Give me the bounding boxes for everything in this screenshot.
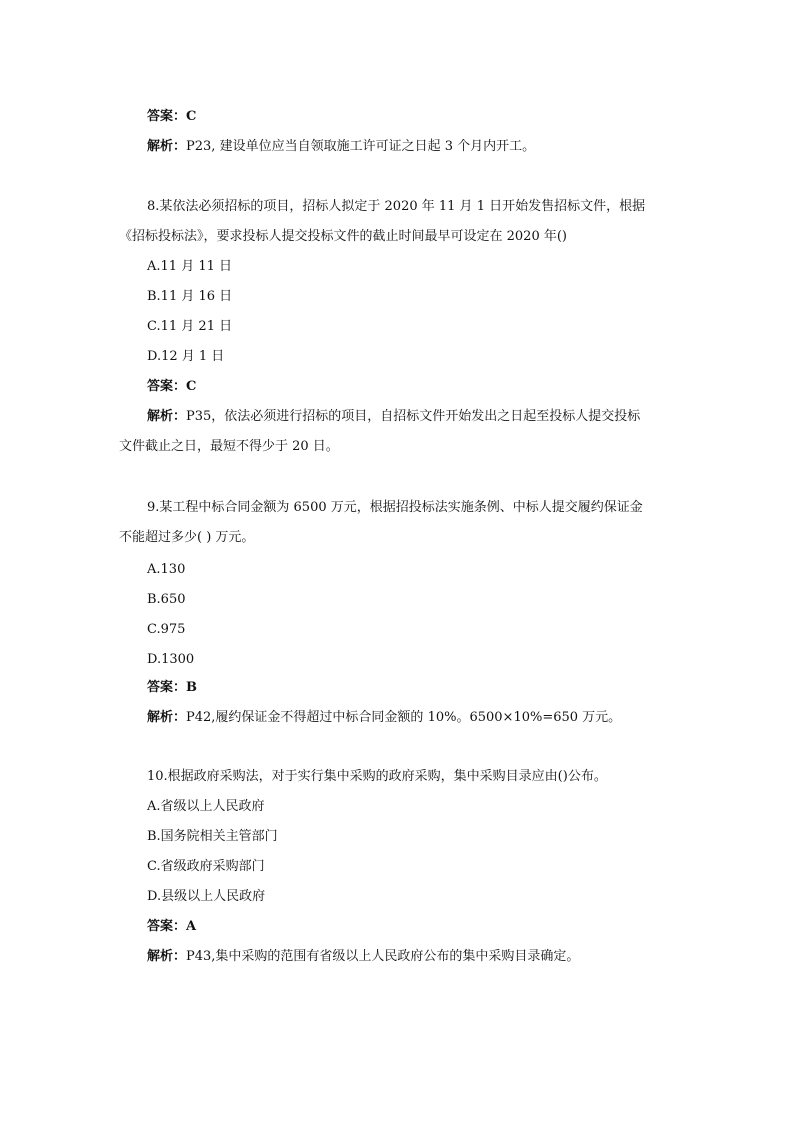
analysis-label: 解析： [147,139,187,154]
analysis-text: P35，依法必须进行招标的项目，自招标文件开始发出之日起至投标人提交投标 [186,409,641,424]
q7-answer [147,108,196,126]
analysis-label: 解析： [147,710,187,725]
q10-analysis [147,948,579,966]
q9-answer [147,679,197,697]
q10-option-c: C.省级政府采购部门 [147,859,265,874]
answer-value: C [186,109,197,124]
answer-label: 答案： [147,379,187,394]
answer-value: C [186,379,197,394]
analysis-text: P23, 建设单位应当自领取施工许可证之日起 3 个月内开工。 [186,139,536,154]
answer-label: 答案： [147,680,187,695]
answer-label: 答案： [147,109,187,124]
q9-stem-line1: 9.某工程中标合同金额为 6500 万元，根据招投标法实施条例、中标人提交履约保证金 [147,500,643,515]
q8-option-a: A.11 月 11 日 [147,259,233,274]
q10-option-d: D.县级以上人民政府 [147,889,266,904]
q8-analysis-line1 [147,408,640,426]
answer-value: B [186,680,198,695]
q8-option-c: C.11 月 21 日 [147,319,233,334]
q10-option-a: A.省级以上人民政府 [147,799,265,814]
q10-stem-line1: 10.根据政府采购法，对于实行集中采购的政府采购，集中采购目录应由()公布。 [147,769,607,784]
answer-value: A [186,919,197,934]
q8-answer [147,378,196,396]
analysis-text: P42,履约保证金不得超过中标合同金额的 10%。6500×10%=650 万元。 [186,710,622,725]
q8-option-d: D.12 月 1 日 [147,349,225,364]
q8-stem-line1: 8.某依法必须招标的项目，招标人拟定于 2020 年 11 月 1 日开始发售招标文件，根据 [147,199,646,214]
q8-option-b: B.11 月 16 日 [147,289,233,304]
q10-option-b: B.国务院相关主管部门 [147,829,278,844]
q9-option-c: C.975 [147,622,186,637]
analysis-label: 解析： [147,949,187,964]
q9-option-d: D.1300 [147,652,195,667]
q8-analysis-line2: 文件截止之日，最短不得少于 20 日。 [119,439,339,454]
q8-stem-line2: 《招标投标法》，要求投标人提交投标文件的截止时间最早可设定在 2020 年() [119,229,567,244]
q9-stem-line2: 不能超过多少( ) 万元。 [119,530,255,545]
q9-analysis [147,709,621,727]
q9-option-a: A.130 [147,562,186,577]
analysis-label: 解析： [147,409,187,424]
answer-label: 答案： [147,919,187,934]
q7-analysis [147,138,535,156]
q9-option-b: B.650 [147,592,186,607]
q10-answer [147,918,196,936]
analysis-text: P43,集中采购的范围有省级以上人民政府公布的集中采购目录确定。 [186,949,580,964]
